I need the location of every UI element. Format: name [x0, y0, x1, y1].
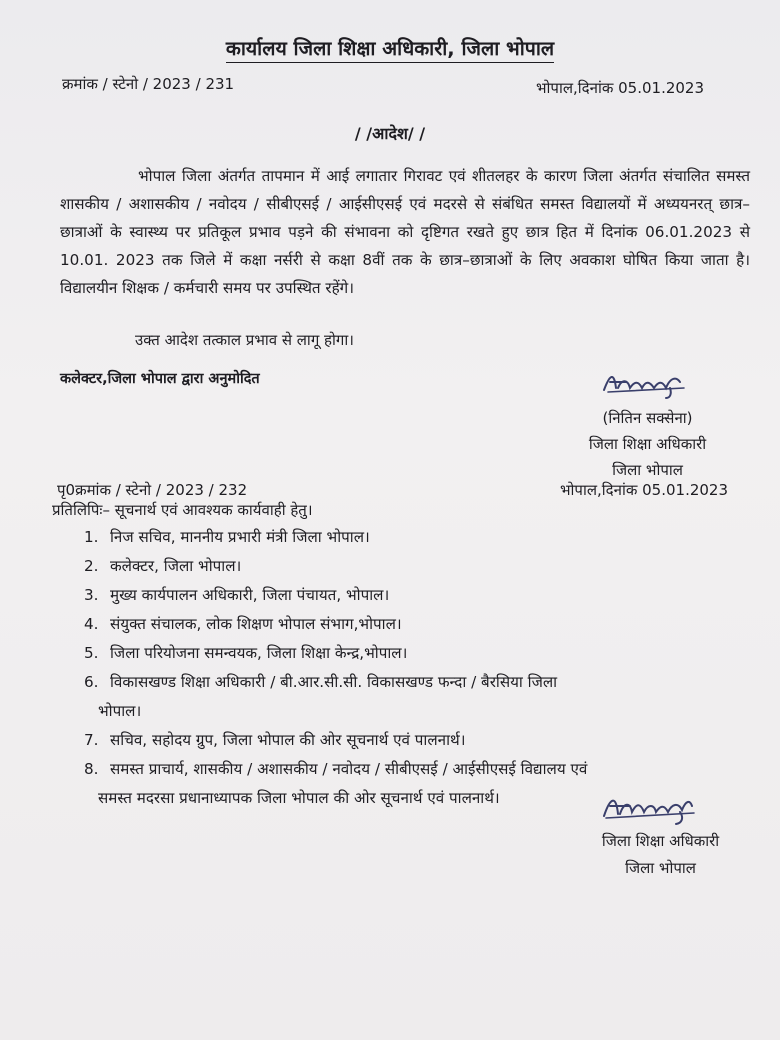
order-paragraph: भोपाल जिला अंतर्गत तापमान में आई लगातार गिरावट एवं शीतलहर के कारण जिला अंतर्गत संचालित समस्त शासकीय / अशासकीय / नवोदय / सीबीएसई / आईसीएसई एवं मदरसे से संबंधित समस्त विद्यालयों में अध्ययनरत् छात्र–छात्राओं के स्वास्थ्य पर प्रतिकूल प्रभाव पड़ने की संभावना को दृष्टिगत रखते हुए छात्र हित में दिनांक 06.01.2023 से 10.01. 2023 तक जिले में कक्षा नर्सरी से कक्षा 8वीं तक के छात्र–छात्राओं के लिए अवकाश घोषित किया जाता है। विद्यालयीन शिक्षक / कर्मचारी समय पर उपस्थित रहेंगे।: [60, 167, 750, 297]
copy-intro: प्रतिलिपिः– सूचनार्थ एवं आवश्यक कार्यवाही हेतु।: [52, 501, 313, 519]
signatory-2-designation: जिला शिक्षा अधिकारी: [601, 832, 720, 850]
office-title: कार्यालय जिला शिक्षा अधिकारी, जिला भोपाल: [0, 34, 780, 61]
approval-note: कलेक्टर,जिला भोपाल द्वारा अनुमोदित: [60, 371, 260, 387]
copy-reference-number: पृ0क्रमांक / स्टेनो / 2023 / 232: [57, 481, 248, 499]
signatory-1-designation: जिला शिक्षा अधिकारी: [588, 435, 707, 453]
list-item: 5. जिला परियोजना समन्वयक, जिला शिक्षा केन्द्र,भोपाल।: [84, 644, 408, 662]
effective-statement: उक्त आदेश तत्काल प्रभाव से लागू होगा।: [135, 331, 354, 349]
list-item: 2. कलेक्टर, जिला भोपाल।: [84, 557, 242, 575]
signatory-1-office: जिला भोपाल: [612, 461, 683, 479]
copy-date: भोपाल,दिनांक 05.01.2023: [560, 481, 729, 499]
signatory-2-office: जिला भोपाल: [625, 859, 696, 877]
list-item: 8. समस्त प्राचार्य, शासकीय / अशासकीय / नवोदय / सीबीएसई / आईसीएसई विद्यालय एवं समस्त मदरसा प्रधानाध्यापक जिला भोपाल की ओर सूचनार्थ एवं पालनार्थ।: [84, 760, 588, 807]
order-heading: / /आदेश/ /: [354, 124, 426, 143]
order-reference-number: क्रमांक / स्टेनो / 2023 / 231: [62, 75, 235, 93]
list-item: 1. निज सचिव, माननीय प्रभारी मंत्री जिला भोपाल।: [84, 528, 370, 546]
signature-2: [600, 790, 700, 826]
list-item: 7. सचिव, सहोदय ग्रुप, जिला भोपाल की ओर सूचनार्थ एवं पालनार्थ।: [84, 731, 466, 749]
copy-recipient-list: [84, 523, 764, 813]
list-item: 3. मुख्य कार्यपालन अधिकारी, जिला पंचायत, भोपाल।: [84, 586, 390, 604]
signatory-1-name: (नितिन सक्सेना): [602, 409, 693, 427]
list-item: 6. विकासखण्ड शिक्षा अधिकारी / बी.आर.सी.सी. विकासखण्ड फन्दा / बैरसिया जिला भोपाल।: [84, 673, 558, 720]
list-item: 4. संयुक्त संचालक, लोक शिक्षण भोपाल संभाग,भोपाल।: [84, 615, 402, 633]
signature-1: [600, 368, 690, 400]
signatory-1-block: [540, 405, 755, 483]
signatory-2-block: [568, 828, 753, 882]
order-date: भोपाल,दिनांक 05.01.2023: [536, 79, 705, 97]
